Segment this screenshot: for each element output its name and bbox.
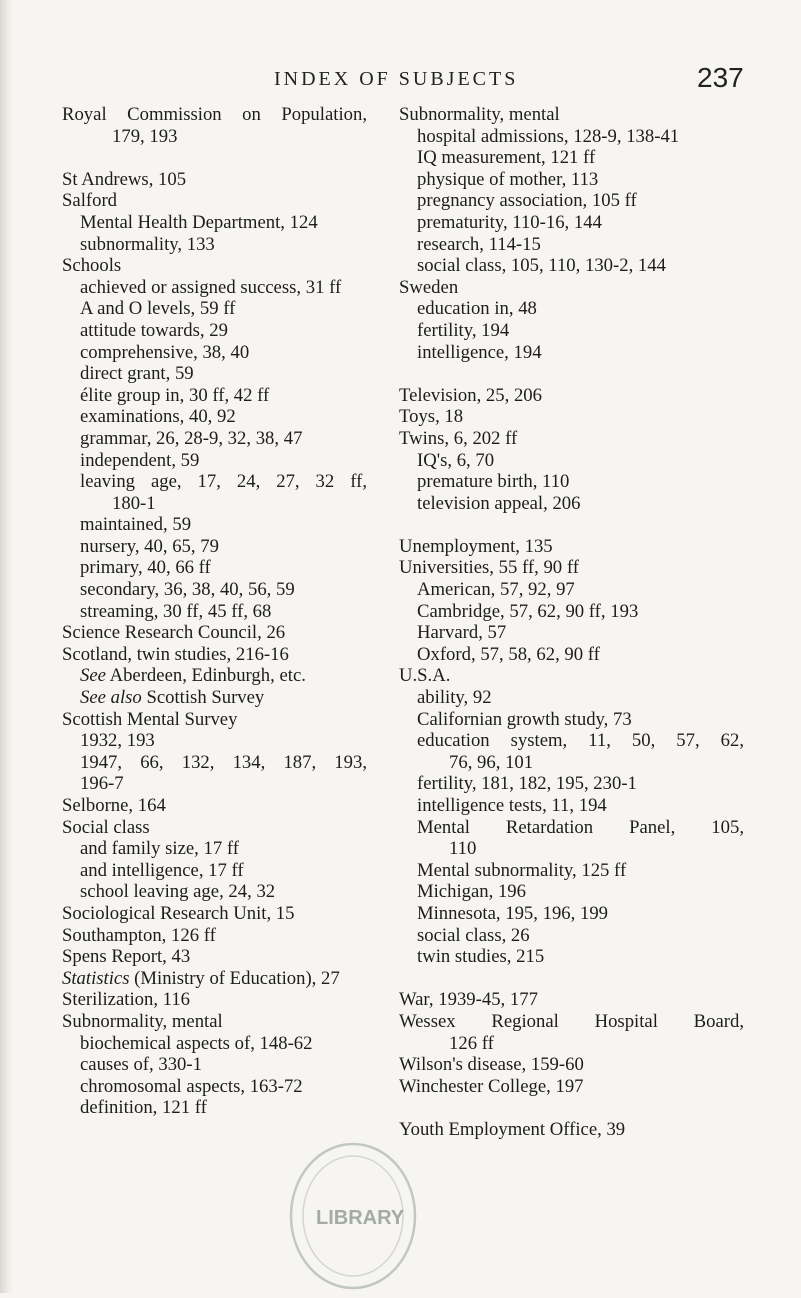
index-subentry: fertility, 194	[417, 319, 510, 341]
index-subentry: education system, 11, 50, 57, 62,	[417, 730, 744, 752]
running-title: INDEX OF SUBJECTS	[274, 68, 519, 90]
index-subentry: Michigan, 196	[417, 881, 526, 903]
index-subentry: physique of mother, 113	[417, 168, 599, 190]
page-number: 237	[697, 62, 744, 93]
index-heading: Science Research Council, 26	[62, 622, 286, 644]
index-subentry: Californian growth study, 73	[417, 708, 632, 730]
italic-reference: Statistics	[62, 967, 130, 989]
entry-spacer	[62, 147, 367, 169]
index-subentry: research, 114-15	[417, 233, 541, 255]
index-subentry: school leaving age, 24, 32	[80, 881, 276, 903]
index-subentry: causes of, 330-1	[80, 1054, 202, 1076]
index-heading: Twins, 6, 202 ff	[399, 427, 518, 449]
index-subentry: Harvard, 57	[417, 622, 507, 644]
index-subentry: television appeal, 206	[417, 492, 581, 514]
index-subentry: A and O levels, 59 ff	[80, 298, 236, 320]
entry-text: Scottish Survey	[146, 687, 265, 709]
index-subentry: Mental Health Department, 124	[80, 211, 318, 233]
italic-reference: See also	[80, 687, 142, 709]
index-subentry: streaming, 30 ff, 45 ff, 68	[80, 600, 272, 622]
index-subentry: fertility, 181, 182, 195, 230-1	[417, 773, 637, 795]
index-heading	[62, 968, 367, 990]
index-subentry: attitude towards, 29	[80, 319, 228, 341]
index-heading: Royal Commission on Population,	[62, 104, 367, 125]
index-subentry: Mental subnormality, 125 ff	[417, 859, 627, 881]
index-subentry	[62, 687, 367, 709]
index-subentry: subnormality, 133	[80, 233, 215, 255]
page-header	[0, 62, 801, 108]
index-subentry: achieved or assigned success, 31 ff	[80, 276, 342, 298]
index-continuation: 126 ff	[449, 1032, 494, 1054]
index-heading: Sterilization, 116	[62, 989, 191, 1011]
index-subentry: intelligence, 194	[417, 341, 542, 363]
index-subentry: premature birth, 110	[417, 471, 570, 493]
index-subentry: social class, 26	[417, 924, 530, 946]
index-heading: Universities, 55 ff, 90 ff	[399, 557, 579, 579]
index-subentry: Cambridge, 57, 62, 90 ff, 193	[417, 600, 639, 622]
index-subentry: hospital admissions, 128-9, 138-41	[417, 125, 680, 147]
index-subentry: 1947, 66, 132, 134, 187, 193,	[80, 751, 367, 773]
entry-text: Aberdeen, Edinburgh, etc.	[109, 665, 306, 687]
index-continuation: 76, 96, 101	[449, 751, 534, 773]
index-subentry: IQ measurement, 121 ff	[417, 147, 596, 169]
index-subentry: secondary, 36, 38, 40, 56, 59	[80, 579, 295, 601]
index-heading: Schools	[62, 255, 122, 277]
index-heading: Youth Employment Office, 39	[399, 1118, 626, 1140]
index-subentry: comprehensive, 38, 40	[80, 341, 250, 363]
index-subentry: and family size, 17 ff	[80, 838, 239, 860]
index-heading: Social class	[62, 816, 150, 838]
index-continuation: 180-1	[112, 492, 156, 514]
index-heading: Wilson's disease, 159-60	[399, 1054, 584, 1076]
entry-spacer	[399, 514, 744, 536]
index-heading: Sociological Research Unit, 15	[62, 902, 295, 924]
index-subentry: IQ's, 6, 70	[417, 449, 495, 471]
index-heading: Spens Report, 43	[62, 946, 191, 968]
index-heading: Television, 25, 206	[399, 384, 542, 406]
stamp-text: LIBRARY	[316, 1207, 405, 1229]
index-subentry: grammar, 26, 28-9, 32, 38, 47	[80, 427, 303, 449]
library-stamp-icon	[278, 1128, 428, 1293]
index-heading: Subnormality, mental	[62, 1010, 223, 1032]
index-subentry: élite group in, 30 ff, 42 ff	[80, 384, 270, 406]
index-heading: Subnormality, mental	[399, 104, 560, 125]
index-subentry: primary, 40, 66 ff	[80, 557, 211, 579]
index-heading: Southampton, 126 ff	[62, 924, 216, 946]
index-heading: Scottish Mental Survey	[62, 708, 238, 730]
index-subentry: maintained, 59	[80, 514, 192, 536]
index-subentry: 1932, 193	[80, 730, 155, 752]
index-heading: Winchester College, 197	[399, 1075, 584, 1097]
page-binding-edge	[0, 0, 14, 1293]
index-continuation: 110	[449, 838, 477, 860]
italic-reference: See	[80, 665, 106, 687]
index-subentry: social class, 105, 110, 130-2, 144	[417, 255, 666, 277]
index-continuation: 179, 193	[112, 125, 178, 147]
index-column-right	[399, 104, 744, 1141]
index-subentry: prematurity, 110-16, 144	[417, 211, 602, 233]
index-subentry: biochemical aspects of, 148-62	[80, 1032, 313, 1054]
index-heading: Scotland, twin studies, 216-16	[62, 643, 289, 665]
index-subentry: Minnesota, 195, 196, 199	[417, 902, 609, 924]
index-subentry: independent, 59	[80, 449, 200, 471]
library-stamp	[278, 1128, 428, 1293]
index-heading: Unemployment, 135	[399, 535, 553, 557]
entry-spacer	[399, 363, 744, 385]
index-subentry: Oxford, 57, 58, 62, 90 ff	[417, 643, 600, 665]
index-subentry: chromosomal aspects, 163-72	[80, 1075, 303, 1097]
index-heading: St Andrews, 105	[62, 168, 187, 190]
index-subentry: examinations, 40, 92	[80, 406, 236, 428]
index-heading: Sweden	[399, 276, 459, 298]
index-subentry: pregnancy association, 105 ff	[417, 190, 637, 212]
index-subentry: nursery, 40, 65, 79	[80, 535, 219, 557]
index-subentry: intelligence tests, 11, 194	[417, 795, 607, 816]
index-subentry: education in, 48	[417, 298, 537, 320]
index-heading: Wessex Regional Hospital Board,	[399, 1010, 744, 1032]
index-subentry: direct grant, 59	[80, 363, 194, 385]
index-subentry	[62, 665, 367, 687]
index-subentry: American, 57, 92, 97	[417, 579, 575, 601]
index-column-left	[62, 104, 367, 1119]
index-subentry: and intelligence, 17 ff	[80, 859, 244, 881]
entry-text: (Ministry of Education), 27	[134, 967, 340, 989]
index-subentry: leaving age, 17, 24, 27, 32 ff,	[80, 471, 367, 493]
index-heading: U.S.A.	[399, 665, 451, 687]
index-heading: Selborne, 164	[62, 795, 166, 816]
index-subentry: definition, 121 ff	[80, 1097, 207, 1119]
index-subentry: 196-7	[80, 773, 124, 795]
index-subentry: ability, 92	[417, 687, 492, 709]
entry-spacer	[399, 968, 744, 990]
index-subentry: Mental Retardation Panel, 105,	[417, 816, 744, 838]
index-heading: War, 1939-45, 177	[399, 989, 538, 1011]
index-heading: Salford	[62, 190, 118, 212]
entry-spacer	[399, 1097, 744, 1119]
index-subentry: twin studies, 215	[417, 946, 545, 968]
index-heading: Toys, 18	[399, 406, 464, 428]
